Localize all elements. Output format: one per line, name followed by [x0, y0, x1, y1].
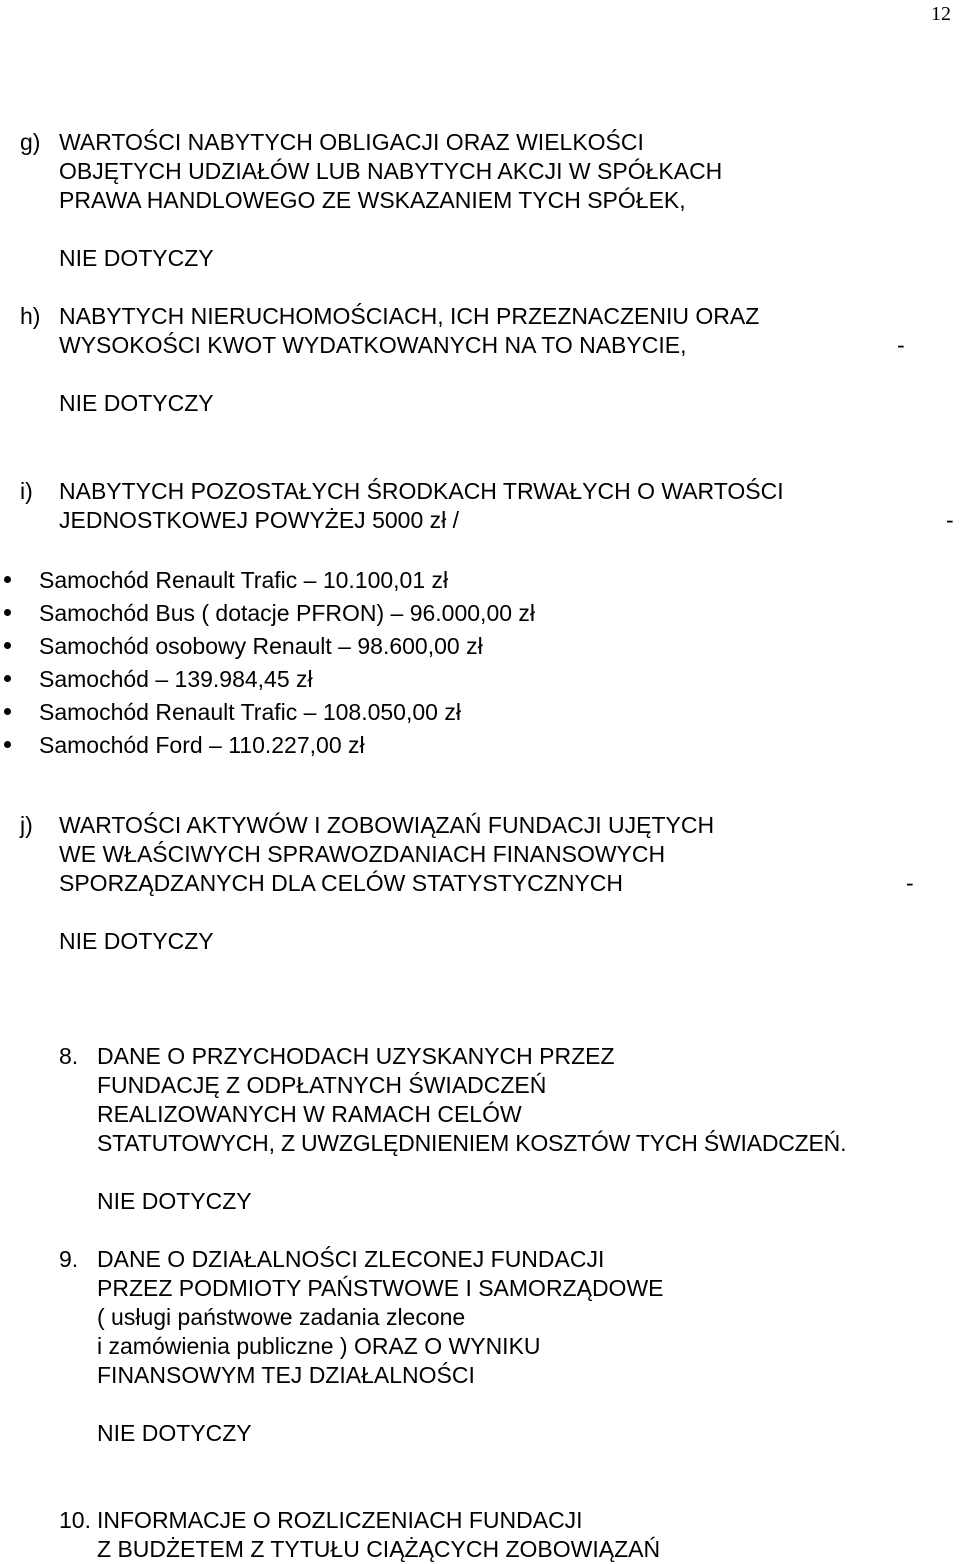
section-h-line: NABYTYCH NIERUCHOMOŚCIACH, ICH PRZEZNACZENIU ORAZ — [59, 303, 760, 329]
section-j-line: SPORZĄDZANYCH DLA CELÓW STATYSTYCZNYCH — [59, 870, 623, 896]
section-j-line: WE WŁAŚCIWYCH SPRAWOZDANIACH FINANSOWYCH — [59, 841, 666, 867]
bullet-icon — [4, 576, 11, 583]
section-10-line: INFORMACJE O ROZLICZENIACH FUNDACJI — [97, 1507, 583, 1533]
section-h-dash: - — [897, 332, 905, 358]
section-8-line: STATUTOWYCH, Z UWZGLĘDNIENIEM KOSZTÓW TYCH ŚWIADCZEŃ. — [97, 1130, 847, 1156]
section-8-status: NIE DOTYCZY — [97, 1188, 252, 1214]
section-10-marker: 10. — [59, 1507, 91, 1533]
section-8-line: FUNDACJĘ Z ODPŁATNYCH ŚWIADCZEŃ — [97, 1072, 547, 1098]
section-9-line: PRZEZ PODMIOTY PAŃSTWOWE I SAMORZĄDOWE — [97, 1275, 664, 1301]
section-g-status: NIE DOTYCZY — [59, 245, 214, 271]
section-j-status: NIE DOTYCZY — [59, 928, 214, 954]
section-g-marker: g) — [20, 129, 41, 155]
section-9-status: NIE DOTYCZY — [97, 1420, 252, 1446]
section-h-status: NIE DOTYCZY — [59, 390, 214, 416]
bullet-icon — [4, 741, 11, 748]
list-item: Samochód Ford – 110.227,00 zł — [39, 732, 365, 758]
list-item: Samochód Renault Trafic – 108.050,00 zł — [39, 699, 461, 725]
section-8-marker: 8. — [59, 1043, 79, 1069]
section-9-line: i zamówienia publiczne ) ORAZ O WYNIKU — [97, 1333, 541, 1359]
section-j-line: WARTOŚCI AKTYWÓW I ZOBOWIĄZAŃ FUNDACJI UJĘTYCH — [59, 812, 715, 838]
list-item: Samochód Renault Trafic – 10.100,01 zł — [39, 567, 449, 593]
section-9-line: FINANSOWYM TEJ DZIAŁALNOŚCI — [97, 1362, 475, 1388]
bullet-icon — [4, 642, 11, 649]
list-item: Samochód Bus ( dotacje PFRON) – 96.000,00 zł — [39, 600, 536, 626]
section-9-line: DANE O DZIAŁALNOŚCI ZLECONEJ FUNDACJI — [97, 1246, 605, 1272]
section-9-marker: 9. — [59, 1246, 79, 1272]
section-g-line: OBJĘTYCH UDZIAŁÓW LUB NABYTYCH AKCJI W SPÓŁKACH — [59, 158, 723, 184]
section-h-line: WYSOKOŚCI KWOT WYDATKOWANYCH NA TO NABYCIE, — [59, 332, 687, 358]
section-h-marker: h) — [20, 303, 41, 329]
section-g-line: PRAWA HANDLOWEGO ZE WSKAZANIEM TYCH SPÓŁEK, — [59, 187, 686, 213]
section-9-line: ( usługi państwowe zadania zlecone — [97, 1304, 466, 1330]
section-8-line: REALIZOWANYCH W RAMACH CELÓW — [97, 1101, 522, 1127]
section-j-marker: j) — [20, 812, 33, 838]
section-8-line: DANE O PRZYCHODACH UZYSKANYCH PRZEZ — [97, 1043, 615, 1069]
bullet-icon — [4, 675, 11, 682]
section-j-dash: - — [906, 870, 914, 896]
bullet-icon — [4, 708, 11, 715]
page-number: 12 — [931, 3, 951, 25]
section-g-line: WARTOŚCI NABYTYCH OBLIGACJI ORAZ WIELKOŚCI — [59, 129, 644, 155]
section-i-dash: - — [946, 507, 954, 533]
section-i-line: JEDNOSTKOWEJ POWYŻEJ 5000 zł / — [59, 507, 460, 533]
section-i-line: NABYTYCH POZOSTAŁYCH ŚRODKACH TRWAŁYCH O WARTOŚCI — [59, 478, 784, 504]
section-10-line: Z BUDŻETEM Z TYTUŁU CIĄŻĄCYCH ZOBOWIĄZAŃ — [97, 1536, 661, 1562]
bullet-icon — [4, 609, 11, 616]
list-item: Samochód osobowy Renault – 98.600,00 zł — [39, 633, 483, 659]
list-item: Samochód – 139.984,45 zł — [39, 666, 313, 692]
section-i-marker: i) — [20, 478, 33, 504]
